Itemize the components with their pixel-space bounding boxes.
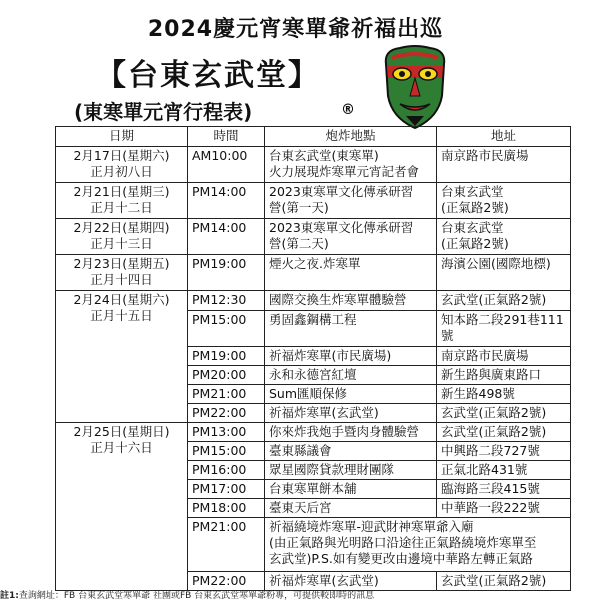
cell-time: PM20:00: [188, 366, 265, 385]
table-row: [56, 219, 571, 255]
cell-place: 煙火之夜.炸寒單: [265, 255, 437, 291]
cell-time: AM10:00: [188, 147, 265, 183]
cell-place: 臺東縣議會: [265, 442, 437, 461]
cell-date: 2月24日(星期六) 正月十五日: [56, 291, 188, 423]
cell-place: 祈福炸寒單(玄武堂): [265, 404, 437, 423]
cell-address: 南京路市民廣場: [437, 147, 571, 183]
cell-place: 眾星國際貸款理財團隊: [265, 461, 437, 480]
cell-address: 正氣北路431號: [437, 461, 571, 480]
cell-date: 2月23日(星期五) 正月十四日: [56, 255, 188, 291]
cell-place: 國際交換生炸寒單體驗營: [265, 291, 437, 311]
cell-address: 玄武堂(正氣路2號): [437, 572, 571, 591]
cell-place: 永和永德宮紅壇: [265, 366, 437, 385]
cell-address: 台東玄武堂 (正氣路2號): [437, 183, 571, 219]
cell-time: PM15:00: [188, 442, 265, 461]
cell-address: 玄武堂(正氣路2號): [437, 423, 571, 442]
cell-date: 2月22日(星期四) 正月十三日: [56, 219, 188, 255]
cell-time: PM22:00: [188, 404, 265, 423]
footnote-text: 查詢網址：FB 台東玄武堂寒單爺 社團或FB 台東玄武堂寒單爺粉專，可提供較即時的訊息: [18, 591, 375, 601]
schedule-subtitle: (東寒單元宵行程表): [74, 100, 253, 124]
cell-place: 勇固鑫鋼構工程: [265, 311, 437, 347]
cell-place-merged: 祈福繞境炸寒單-迎武財神寒單爺入廟 (由正氣路與光明路口沿途往正氣路繞境炸寒單至 玄武堂)P.S.如有變更改由邊境中華路左轉正氣路: [265, 518, 571, 572]
cell-time: PM21:00: [188, 385, 265, 404]
cell-time: PM15:00: [188, 311, 265, 347]
header-address: 地址: [437, 127, 571, 147]
cell-address: 新生路與廣東路口: [437, 366, 571, 385]
cell-time: PM17:00: [188, 480, 265, 499]
cell-time: PM14:00: [188, 219, 265, 255]
cell-address: 臨海路三段415號: [437, 480, 571, 499]
cell-time: PM16:00: [188, 461, 265, 480]
footnote: [0, 588, 591, 601]
cell-time: PM13:00: [188, 423, 265, 442]
table-row: [56, 147, 571, 183]
table-row: [56, 291, 571, 311]
cell-time: PM19:00: [188, 255, 265, 291]
header-time: 時間: [188, 127, 265, 147]
table-header-row: [56, 127, 571, 147]
cell-place: 祈福炸寒單(市民廣場): [265, 347, 437, 366]
footnote-label: 註1:: [0, 591, 19, 601]
cell-place: 你來炸我炮手暨肉身體驗營: [265, 423, 437, 442]
cell-address: 台東玄武堂 (正氣路2號): [437, 219, 571, 255]
cell-date: 2月17日(星期六) 正月初八日: [56, 147, 188, 183]
cell-place: Sum匯順保修: [265, 385, 437, 404]
cell-address: 新生路498號: [437, 385, 571, 404]
registered-mark: ®: [341, 102, 355, 118]
cell-address: 玄武堂(正氣路2號): [437, 404, 571, 423]
cell-address: 知本路二段291巷111 號: [437, 311, 571, 347]
table-row: [56, 183, 571, 219]
cell-address: 玄武堂(正氣路2號): [437, 291, 571, 311]
cell-address: 南京路市民廣場: [437, 347, 571, 366]
cell-place: 台東玄武堂(東寒單) 火力展現炸寒單元宵記者會: [265, 147, 437, 183]
table-row: [56, 255, 571, 291]
schedule-table: [55, 126, 571, 591]
deity-mask-icon: [380, 44, 450, 130]
cell-time: PM19:00: [188, 347, 265, 366]
table-row: [56, 423, 571, 442]
page-title: 2024慶元宵寒單爺祈福出巡: [147, 17, 444, 42]
header-place: 炮炸地點: [265, 127, 437, 147]
cell-place: 臺東天后宮: [265, 499, 437, 518]
cell-time: PM21:00: [188, 518, 265, 572]
cell-place: 2023東寒單文化傳承研習 營(第一天): [265, 183, 437, 219]
cell-time: PM18:00: [188, 499, 265, 518]
cell-place: 祈福炸寒單(玄武堂): [265, 572, 437, 591]
cell-time: PM22:00: [188, 572, 265, 591]
cell-place: 2023東寒單文化傳承研習 營(第二天): [265, 219, 437, 255]
cell-time: PM14:00: [188, 183, 265, 219]
temple-name: 【台東玄武堂】: [96, 58, 320, 93]
cell-address: 中華路一段222號: [437, 499, 571, 518]
header-date: 日期: [56, 127, 188, 147]
cell-place: 台東寒單餅本舖: [265, 480, 437, 499]
cell-address: 中興路二段727號: [437, 442, 571, 461]
cell-date: 2月21日(星期三) 正月十二日: [56, 183, 188, 219]
cell-time: PM12:30: [188, 291, 265, 311]
cell-address: 海濱公園(國際地標): [437, 255, 571, 291]
cell-date: 2月25日(星期日) 正月十六日: [56, 423, 188, 591]
